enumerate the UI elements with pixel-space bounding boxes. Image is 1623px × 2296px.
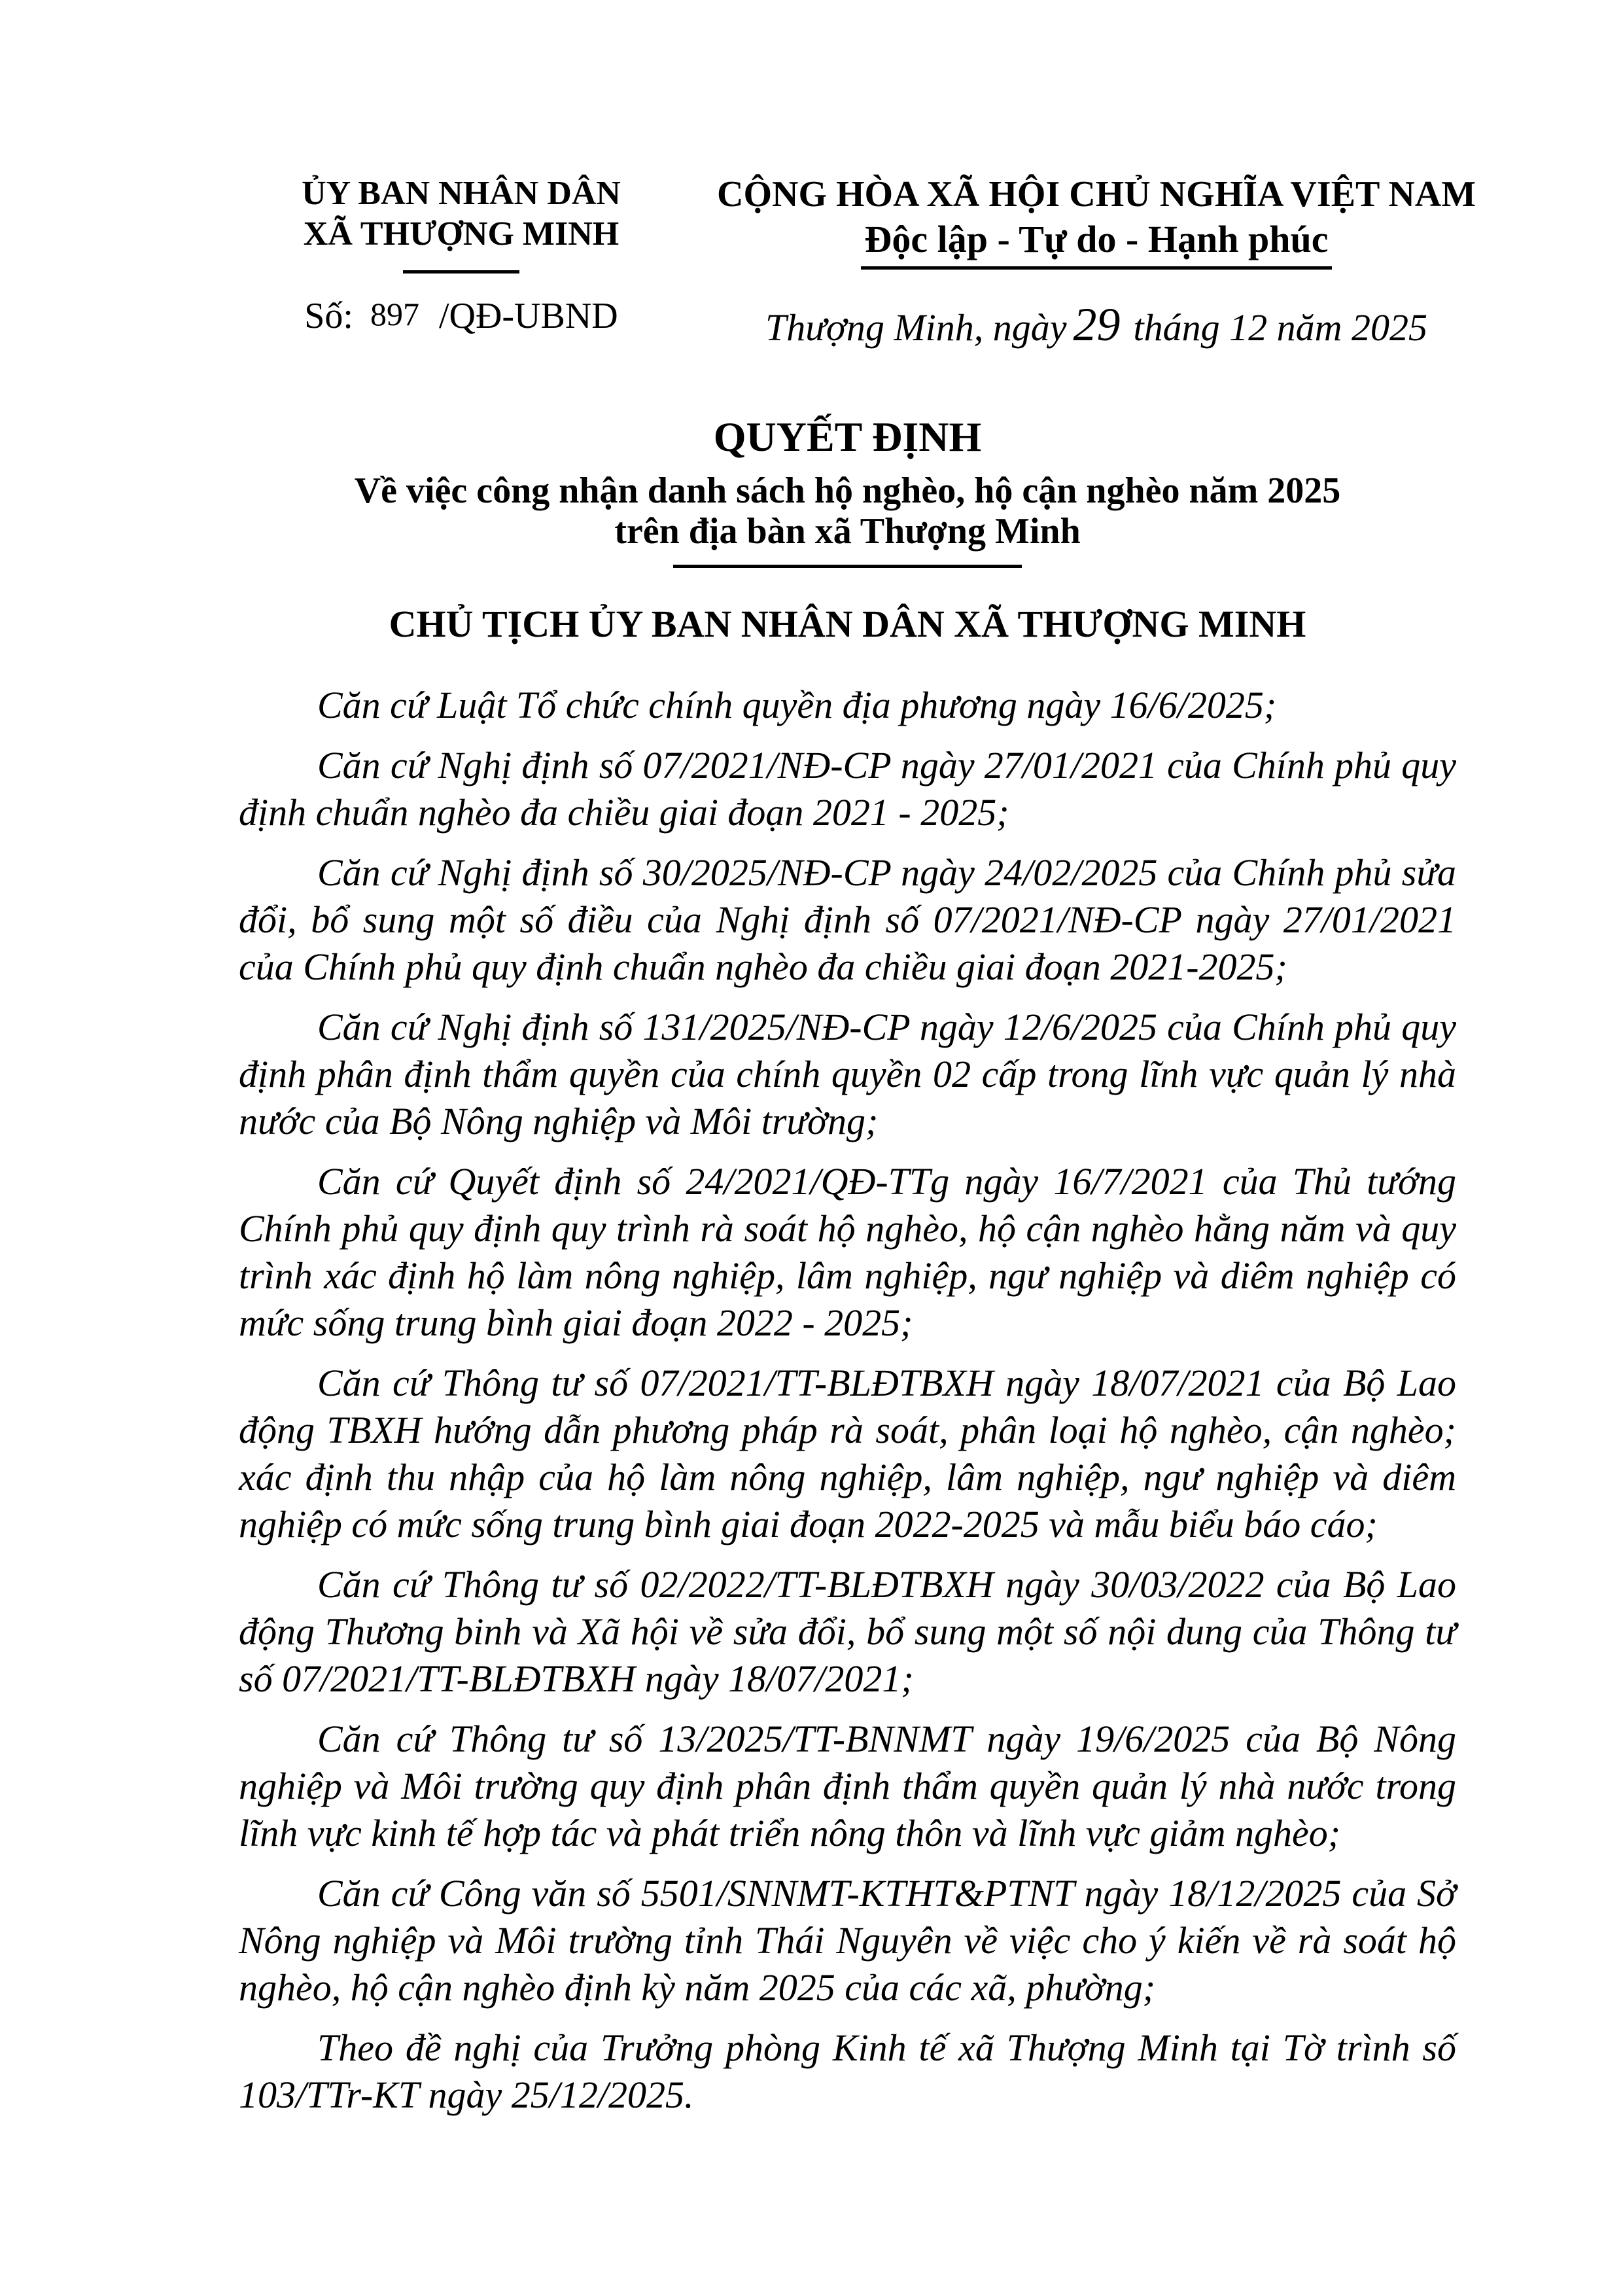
national-motto: Độc lập - Tự do - Hạnh phúc [861,215,1333,270]
body-paragraph: Căn cứ Nghị định số 30/2025/NĐ-CP ngày 24/02/2025 của Chính phủ sửa đổi, bổ sung một số điều của Nghị định số 07/2021/NĐ-CP ngày 27/01/2021 của Chính phủ quy định chuẩn nghèo đa chiều giai đoạn 2021-2025; [239,851,1456,988]
body-paragraph: Theo đề nghị của Trưởng phòng Kinh tế xã Thượng Minh tại Tờ trình số 103/TTr-KT ngày 25/12/2025. [239,2026,1456,2116]
doc-number-suffix: /QĐ-UBND [438,296,618,336]
body-paragraph: Căn cứ Công văn số 5501/SNNMT-KTHT&PTNT ngày 18/12/2025 của Sở Nông nghiệp và Môi trường tỉnh Thái Nguyên về việc cho ý kiến về rà soát hộ nghèo, hộ cận nghèo định kỳ năm 2025 của các xã, phường; [239,1872,1456,2009]
doc-number-line [239,294,684,338]
dateline-day: 29 [1073,298,1121,351]
authority-line: CHỦ TỊCH ỦY BAN NHÂN DÂN XÃ THƯỢNG MINH [389,603,1306,645]
body-paragraph: Căn cứ Thông tư số 13/2025/TT-BNNMT ngày 19/6/2025 của Bộ Nông nghiệp và Môi trường quy định phân định thẩm quyền quản lý nhà nước trong lĩnh vực kinh tế hợp tác và phát triển nông thôn và lĩnh vực giảm nghèo; [239,1718,1456,1854]
decision-title: QUYẾT ĐỊNH [713,414,982,460]
issuer-underline [403,270,519,274]
issuer-name-line-2: XÃ THƯỢNG MINH [303,215,620,253]
dateline-prefix: Thượng Minh, ngày [765,306,1067,349]
dateline [717,298,1476,354]
doc-number-label: Số: [304,296,353,336]
body-paragraph: Căn cứ Nghị định số 07/2021/NĐ-CP ngày 27/01/2021 của Chính phủ quy định chuẩn nghèo đa chiều giai đoạn 2021 - 2025; [239,744,1456,834]
dateline-suffix: tháng 12 năm 2025 [1133,306,1428,349]
body-paragraph: Căn cứ Quyết định số 24/2021/QĐ-TTg ngày 16/7/2021 của Thủ tướng Chính phủ quy định quy trình rà soát hộ nghèo, hộ cận nghèo hằng năm và quy trình xác định hộ làm nông nghiệp, lâm nghiệp, ngư nghiệp và diêm nghiệp có mức sống trung bình giai đoạn 2022 - 2025; [239,1160,1456,1344]
national-block [717,173,1476,354]
decision-subject-line-1: Về việc công nhận danh sách hộ nghèo, hộ cận nghèo năm 2025 [354,470,1341,511]
document-body [239,682,1456,2119]
body-paragraph: Căn cứ Luật Tổ chức chính quyền địa phương ngày 16/6/2025; [317,684,1277,726]
body-paragraph: Căn cứ Nghị định số 131/2025/NĐ-CP ngày 12/6/2025 của Chính phủ quy định phân định thẩm quyền của chính quyền 02 cấp trong lĩnh vực quản lý nhà nước của Bộ Nông nghiệp và Môi trường; [239,1006,1456,1142]
document-header [239,173,1476,354]
body-paragraph: Căn cứ Thông tư số 02/2022/TT-BLĐTBXH ngày 30/03/2022 của Bộ Lao động Thương binh và Xã hội về sửa đổi, bổ sung một số nội dung của Thông tư số 07/2021/TT-BLĐTBXH ngày 18/07/2021; [239,1563,1456,1700]
issuer-block [239,173,684,338]
title-block [239,414,1456,645]
country-name: CỘNG HÒA XÃ HỘI CHỦ NGHĨA VIỆT NAM [717,174,1476,215]
body-paragraph: Căn cứ Thông tư số 07/2021/TT-BLĐTBXH ngày 18/07/2021 của Bộ Lao động TBXH hướng dẫn phương pháp rà soát, phân loại hộ nghèo, cận nghèo; xác định thu nhập của hộ làm nông nghiệp, lâm nghiệp, ngư nghiệp và diêm nghiệp có mức sống trung bình giai đoạn 2022-2025 và mẫu biểu báo cáo; [239,1362,1456,1545]
title-underline [673,565,1022,568]
decision-subject-line-2: trên địa bàn xã Thượng Minh [614,511,1081,552]
issuer-name-line-1: ỦY BAN NHÂN DÂN [302,175,621,212]
doc-number-value: 897 [370,296,419,332]
